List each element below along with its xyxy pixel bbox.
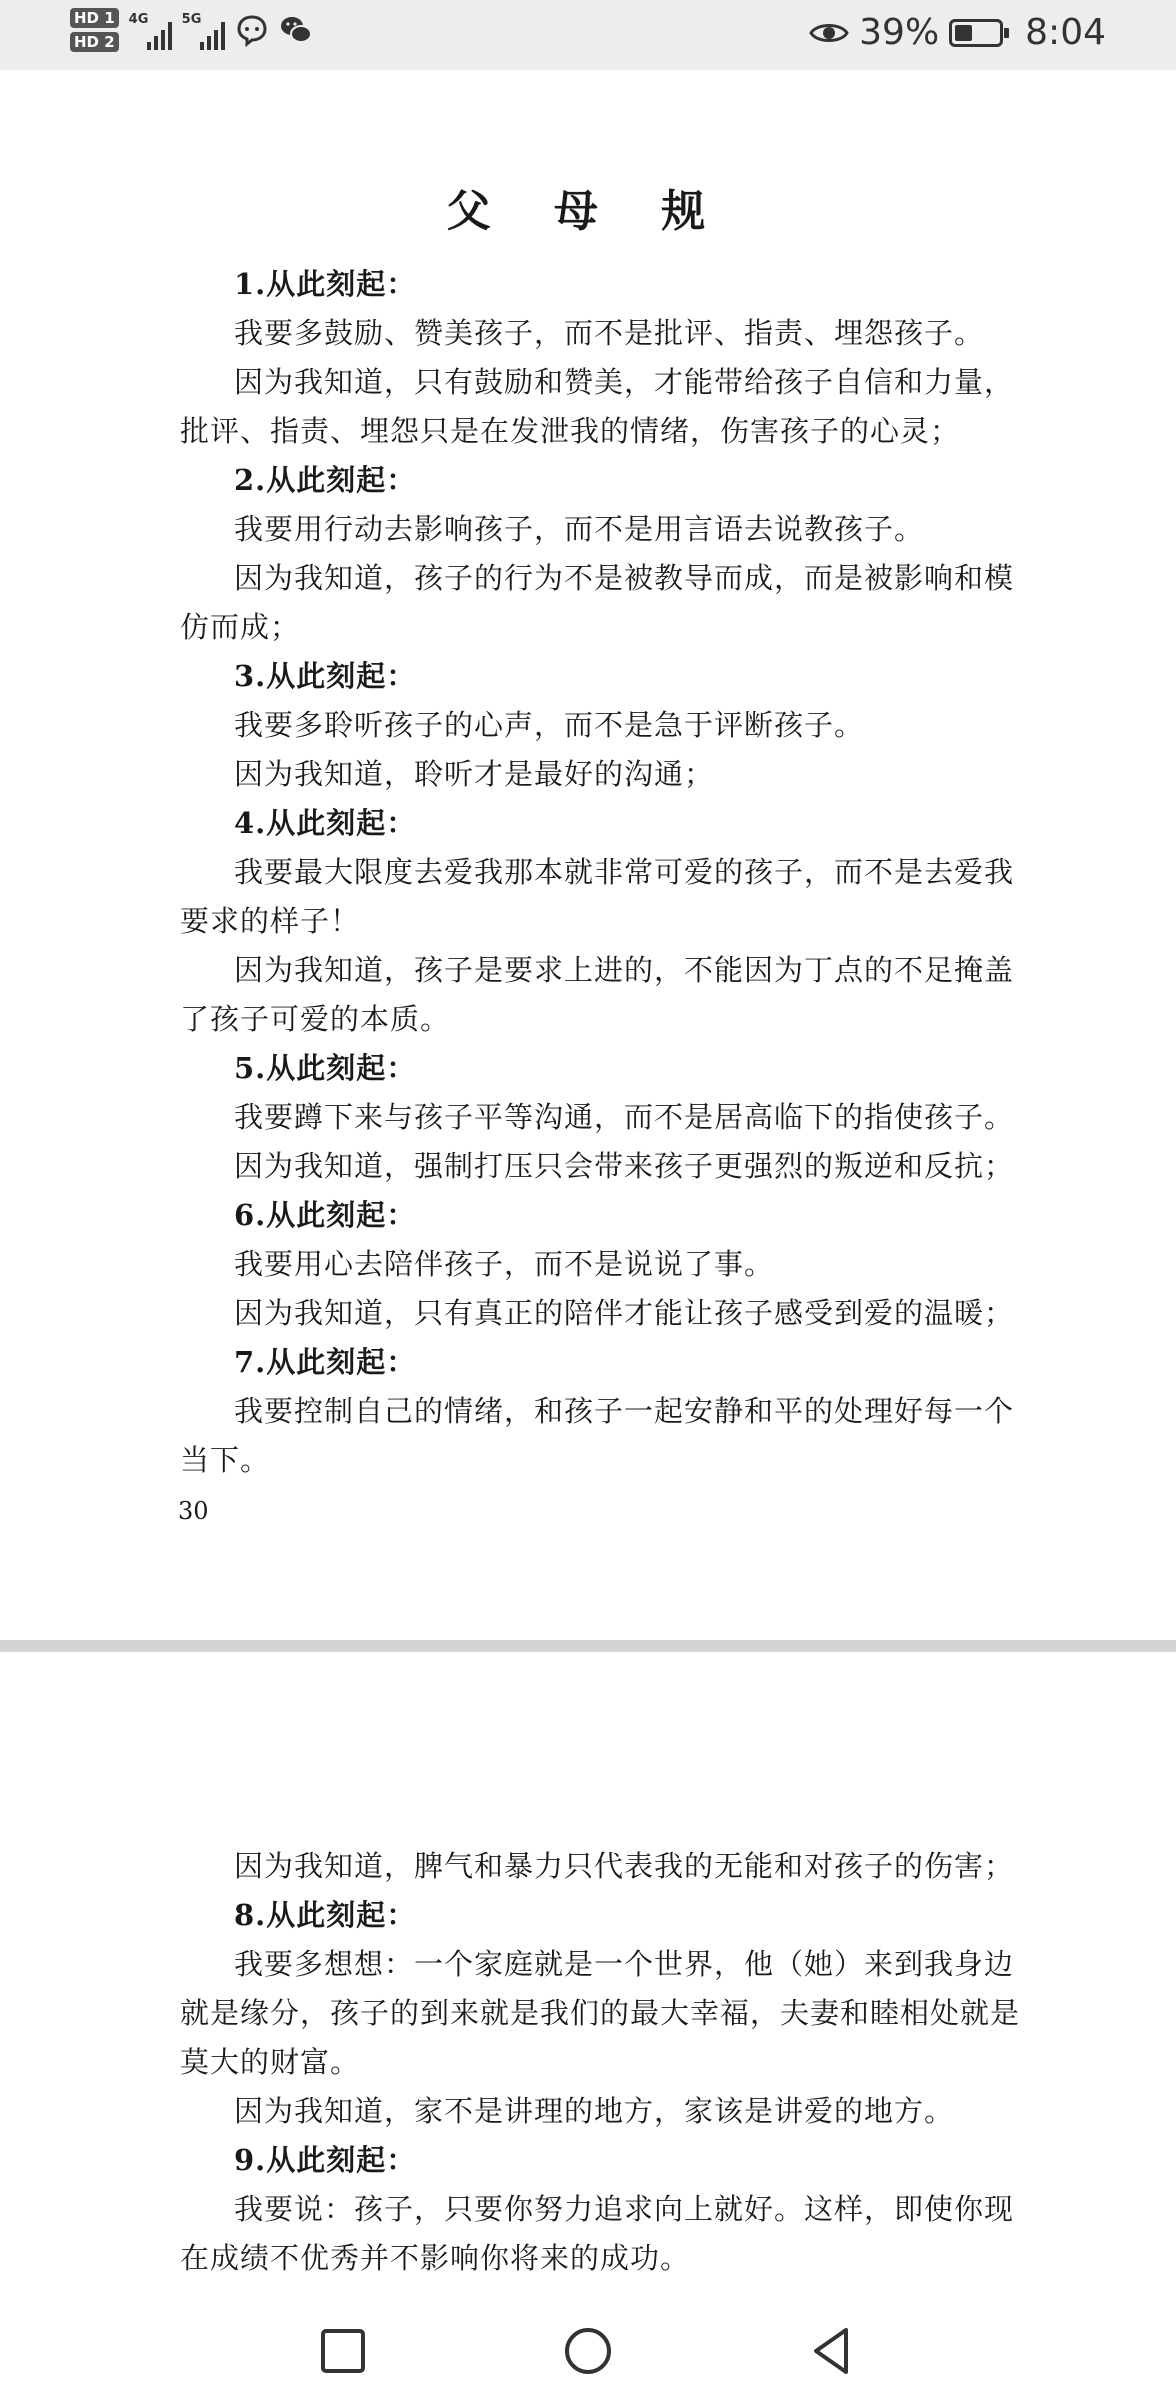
status-time: 8:04 (1025, 12, 1106, 53)
recent-apps-icon[interactable] (318, 2326, 368, 2376)
hd1-badge: HD 1 (70, 8, 119, 28)
text-line: 我要用心去陪伴孩子，而不是说说了事。 (234, 1247, 775, 1281)
text-line: 在成绩不优秀并不影响你将来的成功。 (180, 2241, 691, 2275)
text-line: 仿而成； (180, 610, 301, 644)
navigation-bar (0, 2300, 1176, 2400)
text-line: 我要多鼓励、赞美孩子，而不是批评、指责、埋怨孩子。 (234, 316, 985, 350)
signal-5g-icon (182, 10, 225, 50)
signal-bars-icon (147, 20, 172, 50)
text-line: 因为我知道，家不是讲理的地方，家该是讲爱的地方。 (234, 2094, 955, 2128)
section-heading: 1.从此刻起： (234, 267, 417, 301)
section-heading: 3.从此刻起： (234, 659, 417, 693)
page-number: 30 (178, 1497, 209, 1525)
hd-indicators (70, 8, 119, 52)
text-line: 就是缘分，孩子的到来就是我们的最大幸福，夫妻和睦相处就是 (180, 1996, 1021, 2030)
page1-text (180, 260, 1015, 1485)
battery-icon (949, 19, 1003, 47)
section-heading: 7.从此刻起： (234, 1345, 417, 1379)
text-line: 我要多想想：一个家庭就是一个世界，他（她）来到我身边 (234, 1947, 1015, 1981)
network-4g-label: 4G (128, 12, 149, 27)
text-line: 因为我知道，只有真正的陪伴才能让孩子感受到爱的温暖； (234, 1296, 1015, 1330)
text-line: 了孩子可爱的本质。 (180, 1002, 451, 1036)
document-page-1[interactable] (0, 70, 1176, 1640)
section-heading: 8.从此刻起： (234, 1898, 417, 1932)
page-divider (0, 1640, 1176, 1652)
page2-text (180, 1842, 1021, 2283)
section-heading: 5.从此刻起： (234, 1051, 417, 1085)
status-right (809, 12, 1106, 53)
text-line: 莫大的财富。 (180, 2045, 361, 2079)
signal-4g-icon (129, 10, 172, 50)
text-line: 因为我知道，脾气和暴力只代表我的无能和对孩子的伤害； (234, 1849, 1015, 1883)
text-line: 批评、指责、埋怨只是在发泄我的情绪，伤害孩子的心灵； (180, 414, 961, 448)
text-line: 当下。 (180, 1443, 271, 1477)
battery-fill (955, 25, 971, 41)
status-left (70, 8, 313, 52)
text-line: 因为我知道，只有鼓励和赞美，才能带给孩子自信和力量， (234, 365, 1015, 399)
text-line: 我要说：孩子，只要你努力追求向上就好。这样，即使你现 (234, 2192, 1015, 2226)
text-line: 我要最大限度去爱我那本就非常可爱的孩子，而不是去爱我 (234, 855, 1015, 889)
text-line: 因为我知道，聆听才是最好的沟通； (234, 757, 715, 791)
battery-percent: 39% (859, 12, 940, 53)
page-title: 父 母 规 (446, 186, 730, 237)
section-heading: 9.从此刻起： (234, 2143, 417, 2177)
text-line: 我要蹲下来与孩子平等沟通，而不是居高临下的指使孩子。 (234, 1100, 1015, 1134)
section-heading: 6.从此刻起： (234, 1198, 417, 1232)
text-line: 因为我知道，孩子是要求上进的，不能因为丁点的不足掩盖 (234, 953, 1015, 987)
back-icon[interactable] (808, 2326, 858, 2376)
eye-icon (809, 20, 849, 46)
home-icon[interactable] (563, 2326, 613, 2376)
text-line: 我要多聆听孩子的心声，而不是急于评断孩子。 (234, 708, 865, 742)
text-line: 因为我知道，孩子的行为不是被教导而成，而是被影响和模 (234, 561, 1015, 595)
wechat-icon (279, 13, 313, 47)
status-bar (0, 0, 1176, 70)
hd2-badge: HD 2 (70, 32, 119, 52)
signal-bars-icon (200, 20, 225, 50)
text-line: 我要用行动去影响孩子，而不是用言语去说教孩子。 (234, 512, 925, 546)
network-5g-label: 5G (181, 12, 202, 27)
text-line: 要求的样子！ (180, 904, 361, 938)
text-line: 因为我知道，强制打压只会带来孩子更强烈的叛逆和反抗； (234, 1149, 1015, 1183)
text-line: 我要控制自己的情绪，和孩子一起安静和平的处理好每一个 (234, 1394, 1015, 1428)
section-heading: 4.从此刻起： (234, 806, 417, 840)
section-heading: 2.从此刻起： (234, 463, 417, 497)
document-page-2[interactable] (0, 1652, 1176, 2300)
chat-bubble-icon (235, 13, 269, 47)
